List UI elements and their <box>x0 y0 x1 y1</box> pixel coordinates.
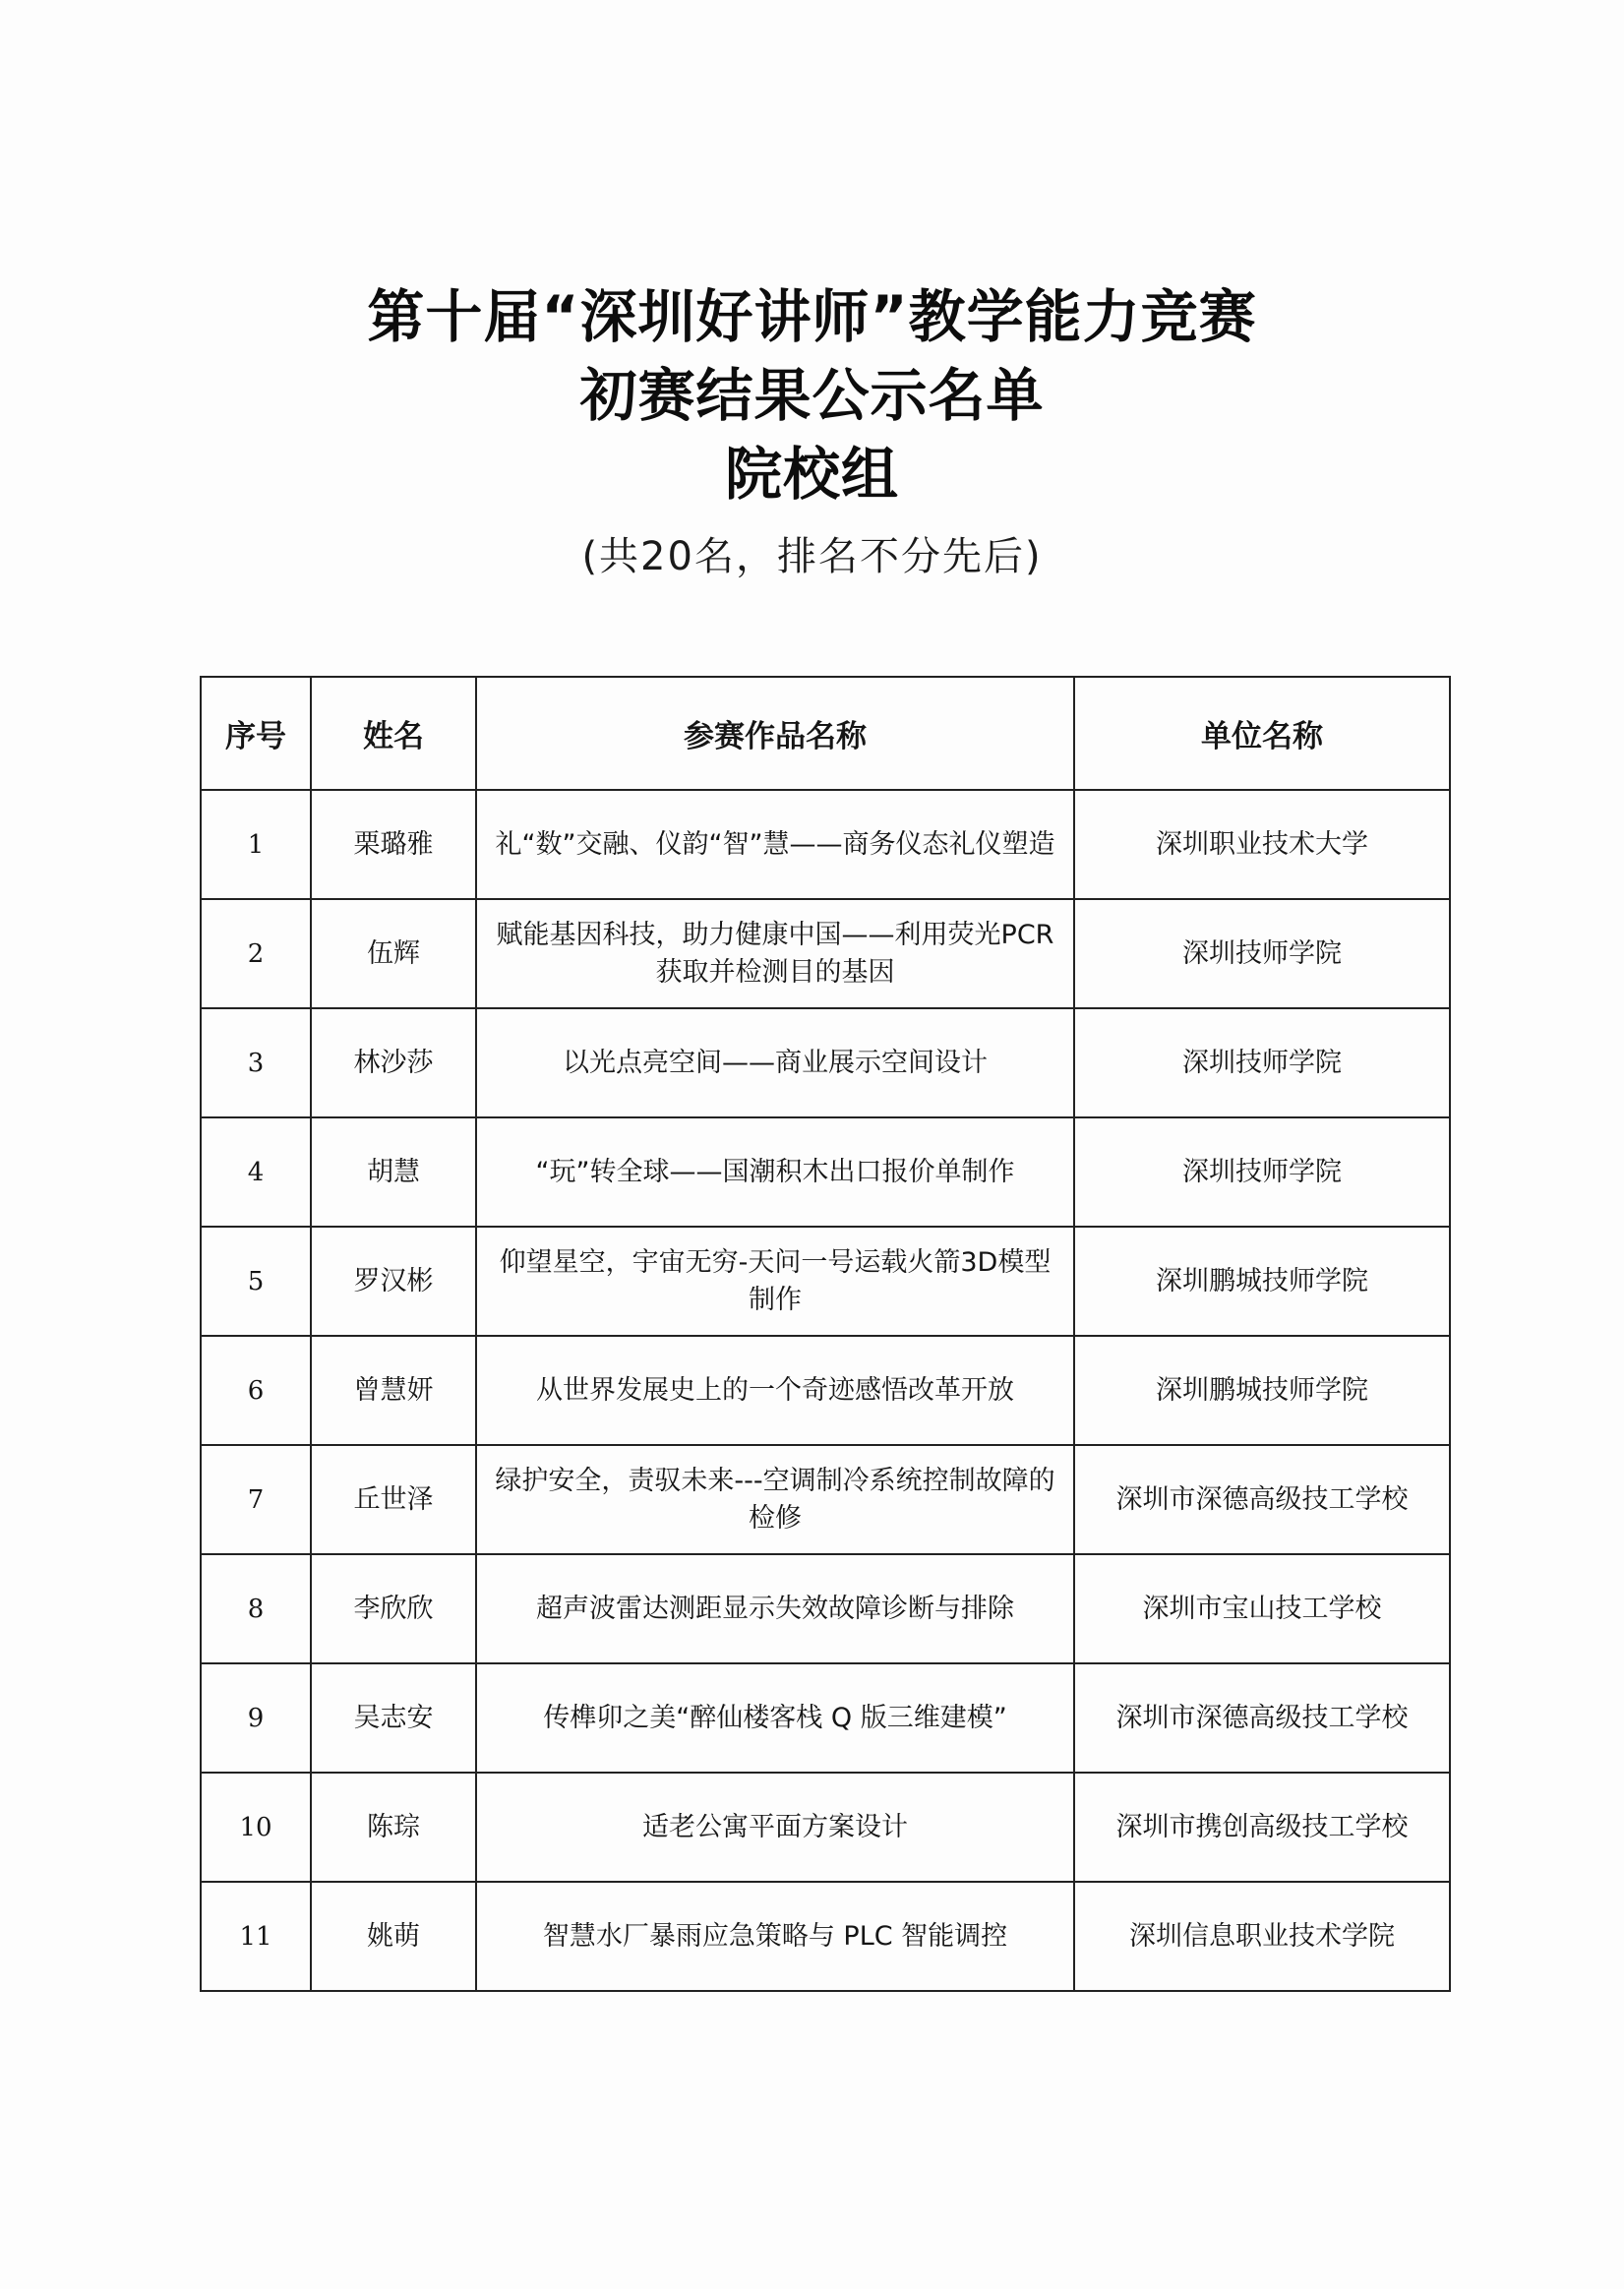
cell-seq: 6 <box>201 1336 311 1445</box>
cell-name: 吴志安 <box>311 1663 476 1773</box>
cell-work: 仰望星空，宇宙无穷-天问一号运载火箭3D模型制作 <box>476 1227 1074 1336</box>
header-work: 参赛作品名称 <box>476 677 1074 790</box>
page-title: 第十届“深圳好讲师”教学能力竞赛 <box>367 283 1257 350</box>
table-row <box>201 1336 1450 1445</box>
table-row <box>201 1773 1450 1882</box>
cell-name: 罗汉彬 <box>311 1227 476 1336</box>
cell-seq: 7 <box>201 1445 311 1554</box>
cell-unit: 深圳市宝山技工学校 <box>1074 1554 1450 1663</box>
cell-unit: 深圳职业技术大学 <box>1074 790 1450 899</box>
cell-name: 陈琮 <box>311 1773 476 1882</box>
cell-name: 栗璐雅 <box>311 790 476 899</box>
count-note: (共20名，排名不分先后) <box>581 534 1043 579</box>
cell-seq: 2 <box>201 899 311 1008</box>
cell-name: 丘世泽 <box>311 1445 476 1554</box>
table-row <box>201 1554 1450 1663</box>
cell-work: 从世界发展史上的一个奇迹感悟改革开放 <box>476 1336 1074 1445</box>
table-row <box>201 1117 1450 1227</box>
title-block <box>0 277 1624 586</box>
table-row <box>201 1882 1450 1991</box>
table-row <box>201 790 1450 899</box>
results-table-wrapper <box>200 676 1449 1992</box>
cell-name: 伍辉 <box>311 899 476 1008</box>
results-table <box>200 676 1451 1992</box>
cell-work: 绿护安全，责驭未来---空调制冷系统控制故障的检修 <box>476 1445 1074 1554</box>
cell-unit: 深圳技师学院 <box>1074 899 1450 1008</box>
cell-work: “玩”转全球——国潮积木出口报价单制作 <box>476 1117 1074 1227</box>
cell-unit: 深圳技师学院 <box>1074 1008 1450 1117</box>
cell-name: 李欣欣 <box>311 1554 476 1663</box>
cell-name: 曾慧妍 <box>311 1336 476 1445</box>
group-title: 院校组 <box>724 441 899 508</box>
cell-work: 赋能基因科技，助力健康中国——利用荧光PCR 获取并检测目的基因 <box>476 899 1074 1008</box>
cell-unit: 深圳市深德高级技工学校 <box>1074 1445 1450 1554</box>
cell-unit: 深圳鹏城技师学院 <box>1074 1336 1450 1445</box>
cell-work: 适老公寓平面方案设计 <box>476 1773 1074 1882</box>
header-seq: 序号 <box>201 677 311 790</box>
cell-work: 智慧水厂暴雨应急策略与 PLC 智能调控 <box>476 1882 1074 1991</box>
table-row <box>201 1445 1450 1554</box>
cell-work: 超声波雷达测距显示失效故障诊断与排除 <box>476 1554 1074 1663</box>
header-name: 姓名 <box>311 677 476 790</box>
cell-seq: 1 <box>201 790 311 899</box>
table-header-row <box>201 677 1450 790</box>
cell-name: 胡慧 <box>311 1117 476 1227</box>
cell-seq: 11 <box>201 1882 311 1991</box>
cell-unit: 深圳市携创高级技工学校 <box>1074 1773 1450 1882</box>
table-row <box>201 1227 1450 1336</box>
cell-unit: 深圳信息职业技术学院 <box>1074 1882 1450 1991</box>
table-row <box>201 899 1450 1008</box>
cell-seq: 8 <box>201 1554 311 1663</box>
cell-work: 传榫卯之美“醉仙楼客栈 Q 版三维建模” <box>476 1663 1074 1773</box>
cell-seq: 4 <box>201 1117 311 1227</box>
table-row <box>201 1663 1450 1773</box>
cell-seq: 10 <box>201 1773 311 1882</box>
cell-work: 以光点亮空间——商业展示空间设计 <box>476 1008 1074 1117</box>
cell-seq: 9 <box>201 1663 311 1773</box>
cell-work: 礼“数”交融、仪韵“智”慧——商务仪态礼仪塑造 <box>476 790 1074 899</box>
table-row <box>201 1008 1450 1117</box>
cell-name: 林沙莎 <box>311 1008 476 1117</box>
cell-unit: 深圳鹏城技师学院 <box>1074 1227 1450 1336</box>
header-unit: 单位名称 <box>1074 677 1450 790</box>
cell-seq: 5 <box>201 1227 311 1336</box>
cell-unit: 深圳技师学院 <box>1074 1117 1450 1227</box>
cell-unit: 深圳市深德高级技工学校 <box>1074 1663 1450 1773</box>
page-subtitle: 初赛结果公示名单 <box>579 362 1045 429</box>
cell-name: 姚萌 <box>311 1882 476 1991</box>
cell-seq: 3 <box>201 1008 311 1117</box>
